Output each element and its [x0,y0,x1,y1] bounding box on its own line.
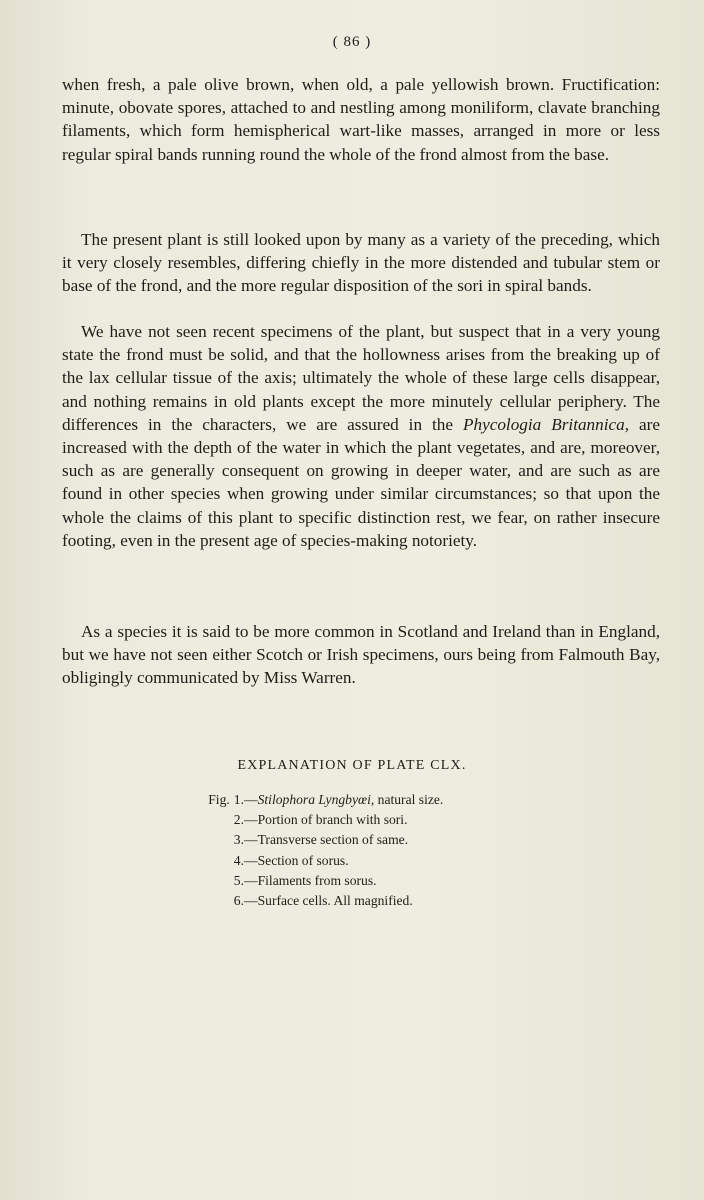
paragraph-3-before: We have not seen recent specimens of the plant, but suspect that in a very young state the frond must be solid, and that the hollowness arises from the breaking up of the lax cellular tissue of the axis; ultimately the whole of these large cells disappear, and nothing remains in old plants except the more minutely cellular periphery. The differences in the characters, we are assured in the [62,322,660,434]
figure-dash: — [244,792,258,807]
figure-dash: — [244,832,258,848]
paragraph-variety [62,228,660,298]
figure-number: 3. [233,832,244,848]
paragraph-distribution [62,620,660,690]
figure-number: 6. [233,893,244,909]
figure-caption: Surface cells. All magnified. [257,893,413,909]
figure-number: 5. [233,872,244,888]
figure-number: 2. [233,812,244,828]
figure-caption: Filaments from sorus. [257,872,377,888]
figure-item [186,891,443,911]
figure-dash: — [244,812,258,828]
figure-dash: — [244,893,258,909]
figure-item [186,851,443,871]
figure-item [186,810,443,830]
paragraph-3-text [62,320,660,552]
plate-explanation-title: EXPLANATION OF PLATE CLX. [237,758,467,773]
figure-item [186,830,443,850]
paragraph-specimens [62,320,660,552]
paragraph-fructification [62,73,660,166]
figure-dash: — [244,872,258,888]
figure-list [186,790,443,911]
figure-number: 4. [233,852,244,868]
figure-item [186,790,443,810]
figure-caption: Transverse section of same. [257,832,409,848]
page-number: ( 86 ) [332,34,372,50]
figure-caption: Section of sorus. [257,852,349,868]
figure-item [186,871,443,891]
figure-caption: natural size. [374,792,444,807]
figure-dash: — [244,852,258,868]
species-name: Stilophora Lyngbyœi, [257,792,375,807]
paragraph-2-text: The present plant is still looked upon by many as a variety of the preceding, which it very closely resembles, differing chiefly in the more distended and tubular stem or base of the frond, and the more regular disposition of the sori in spiral bands. [62,230,660,296]
figure-number: 1. [233,792,244,807]
figure-caption: Portion of branch with sori. [257,812,408,828]
phycologia-britannica-title: Phycologia Britannica, [462,414,630,434]
paragraph-4-text: As a species it is said to be more common in Scotland and Ireland than in England, but we have not seen either Scotch or Irish specimens, ours being from Falmouth Bay, obligingly communicated by Miss Warren. [62,622,660,688]
paragraph-3-after: are increased with the depth of the water in which the plant vegetates, and are, moreover, such as are generally consequent on growing in deeper water, and are such as are found in other species when growing under similar circumstances; so that upon the whole the claims of this plant to specific distinction rest, we fear, on rather insecure footing, even in the present age of species-making notoriety. [62,414,660,550]
paragraph-1-text: when fresh, a pale olive brown, when old, a pale yellowish brown. Fructification: minute, obovate spores, attached to and nestling among moniliform, clavate branching filaments, which form hemispherical wart-like masses, arranged in more or less regular spiral bands running round the whole of the frond almost from the base. [62,75,660,164]
fig-label: Fig. [208,792,230,807]
